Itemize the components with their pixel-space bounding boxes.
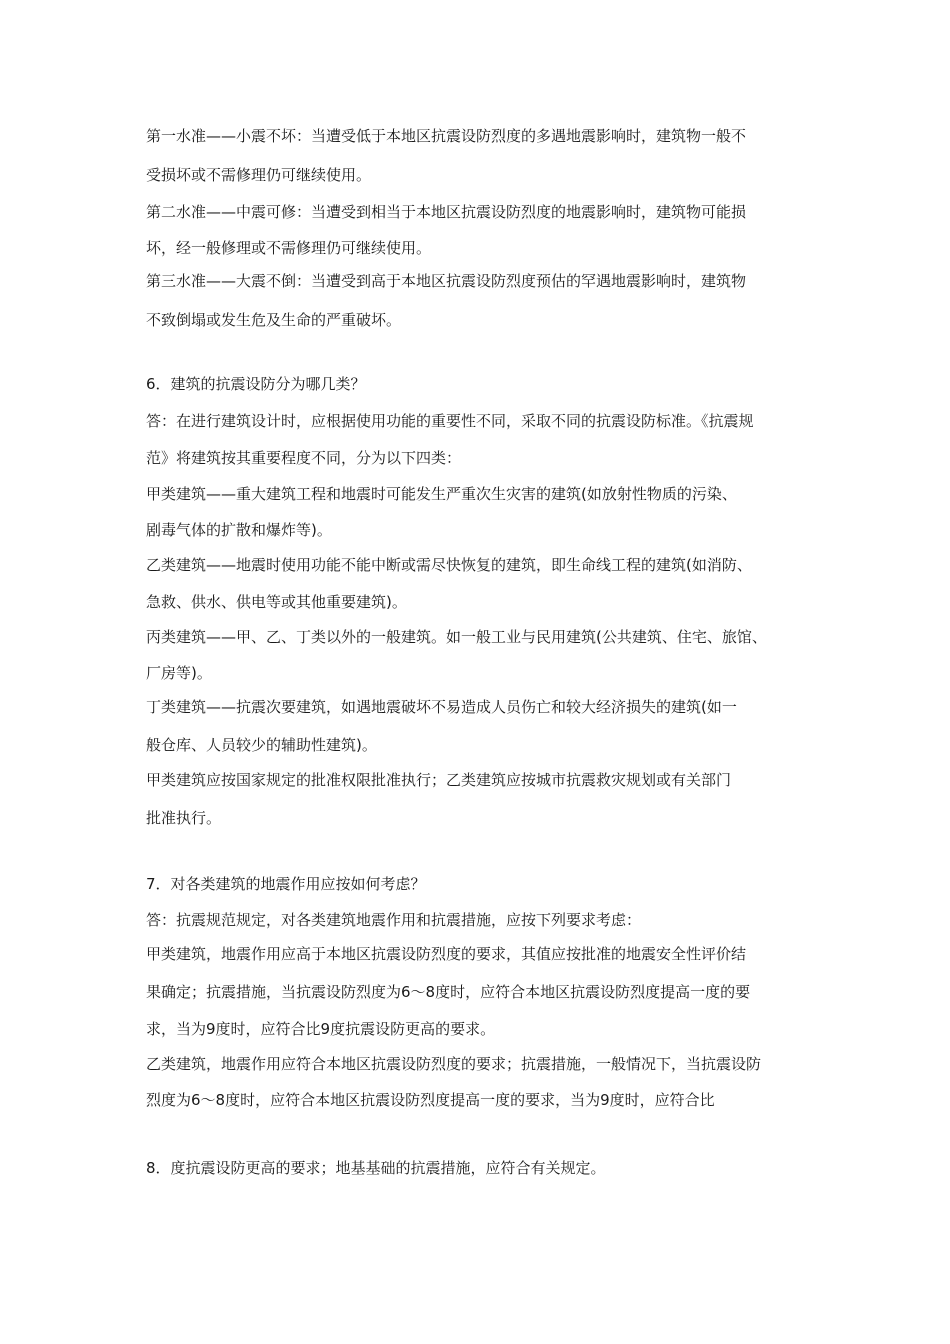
text-line: 丁类建筑——抗震次要建筑，如遇地震破坏不易造成人员伤亡和较大经济损失的建筑(如一 [146,698,737,716]
text-line: 答：在进行建筑设计时，应根据使用功能的重要性不同，采取不同的抗震设防标准。《抗震规 [146,412,754,430]
text-line: 丙类建筑——甲、乙、丁类以外的一般建筑。如一般工业与民用建筑(公共建筑、住宅、旅馆、 [146,628,767,646]
text-line: 甲类建筑，地震作用应高于本地区抗震设防烈度的要求，其值应按批准的地震安全性评价结 [146,945,747,963]
text-line: 第三水准——大震不倒：当遭受到高于本地区抗震设防烈度预估的罕遇地震影响时，建筑物 [146,272,747,290]
text-line: 甲类建筑应按国家规定的批准权限批准执行；乙类建筑应按城市抗震救灾规划或有关部门 [146,771,732,789]
text-line: 批准执行。 [146,809,222,827]
text-line: 求，当为9度时，应符合比9度抗震设防更高的要求。 [146,1020,496,1038]
question-heading: 7．对各类建筑的地震作用应按如何考虑？ [146,875,426,893]
text-line: 果确定；抗震措施，当抗震设防烈度为6～8度时，应符合本地区抗震设防烈度提高一度的要 [146,983,751,1001]
text-line: 厂房等)。 [146,664,212,682]
text-line: 不致倒塌或发生危及生命的严重破坏。 [146,311,402,329]
text-line: 受损坏或不需修理仍可继续使用。 [146,166,372,184]
text-line: 坏，经一般修理或不需修理仍可继续使用。 [146,239,432,257]
question-heading: 6．建筑的抗震设防分为哪几类？ [146,375,366,393]
text-line: 第一水准——小震不坏：当遭受低于本地区抗震设防烈度的多遇地震影响时，建筑物一般不 [146,127,747,145]
question-heading: 8．度抗震设防更高的要求；地基基础的抗震措施，应符合有关规定。 [146,1159,606,1177]
text-line: 第二水准——中震可修：当遭受到相当于本地区抗震设防烈度的地震影响时，建筑物可能损 [146,203,747,221]
text-line: 急救、供水、供电等或其他重要建筑)。 [146,593,407,611]
text-line: 乙类建筑，地震作用应符合本地区抗震设防烈度的要求；抗震措施，一般情况下，当抗震设防 [146,1055,762,1073]
text-line: 答：抗震规范规定，对各类建筑地震作用和抗震措施，应按下列要求考虑： [146,911,642,929]
text-line: 剧毒气体的扩散和爆炸等)。 [146,521,332,539]
text-line: 甲类建筑——重大建筑工程和地震时可能发生严重次生灾害的建筑(如放射性物质的污染、 [146,485,737,503]
text-line: 烈度为6～8度时，应符合本地区抗震设防烈度提高一度的要求，当为9度时，应符合比 [146,1091,715,1109]
text-line: 乙类建筑——地震时使用功能不能中断或需尽快恢复的建筑，即生命线工程的建筑(如消防、 [146,556,752,574]
text-line: 范》将建筑按其重要程度不同，分为以下四类： [146,449,462,467]
text-line: 般仓库、人员较少的辅助性建筑)。 [146,736,377,754]
